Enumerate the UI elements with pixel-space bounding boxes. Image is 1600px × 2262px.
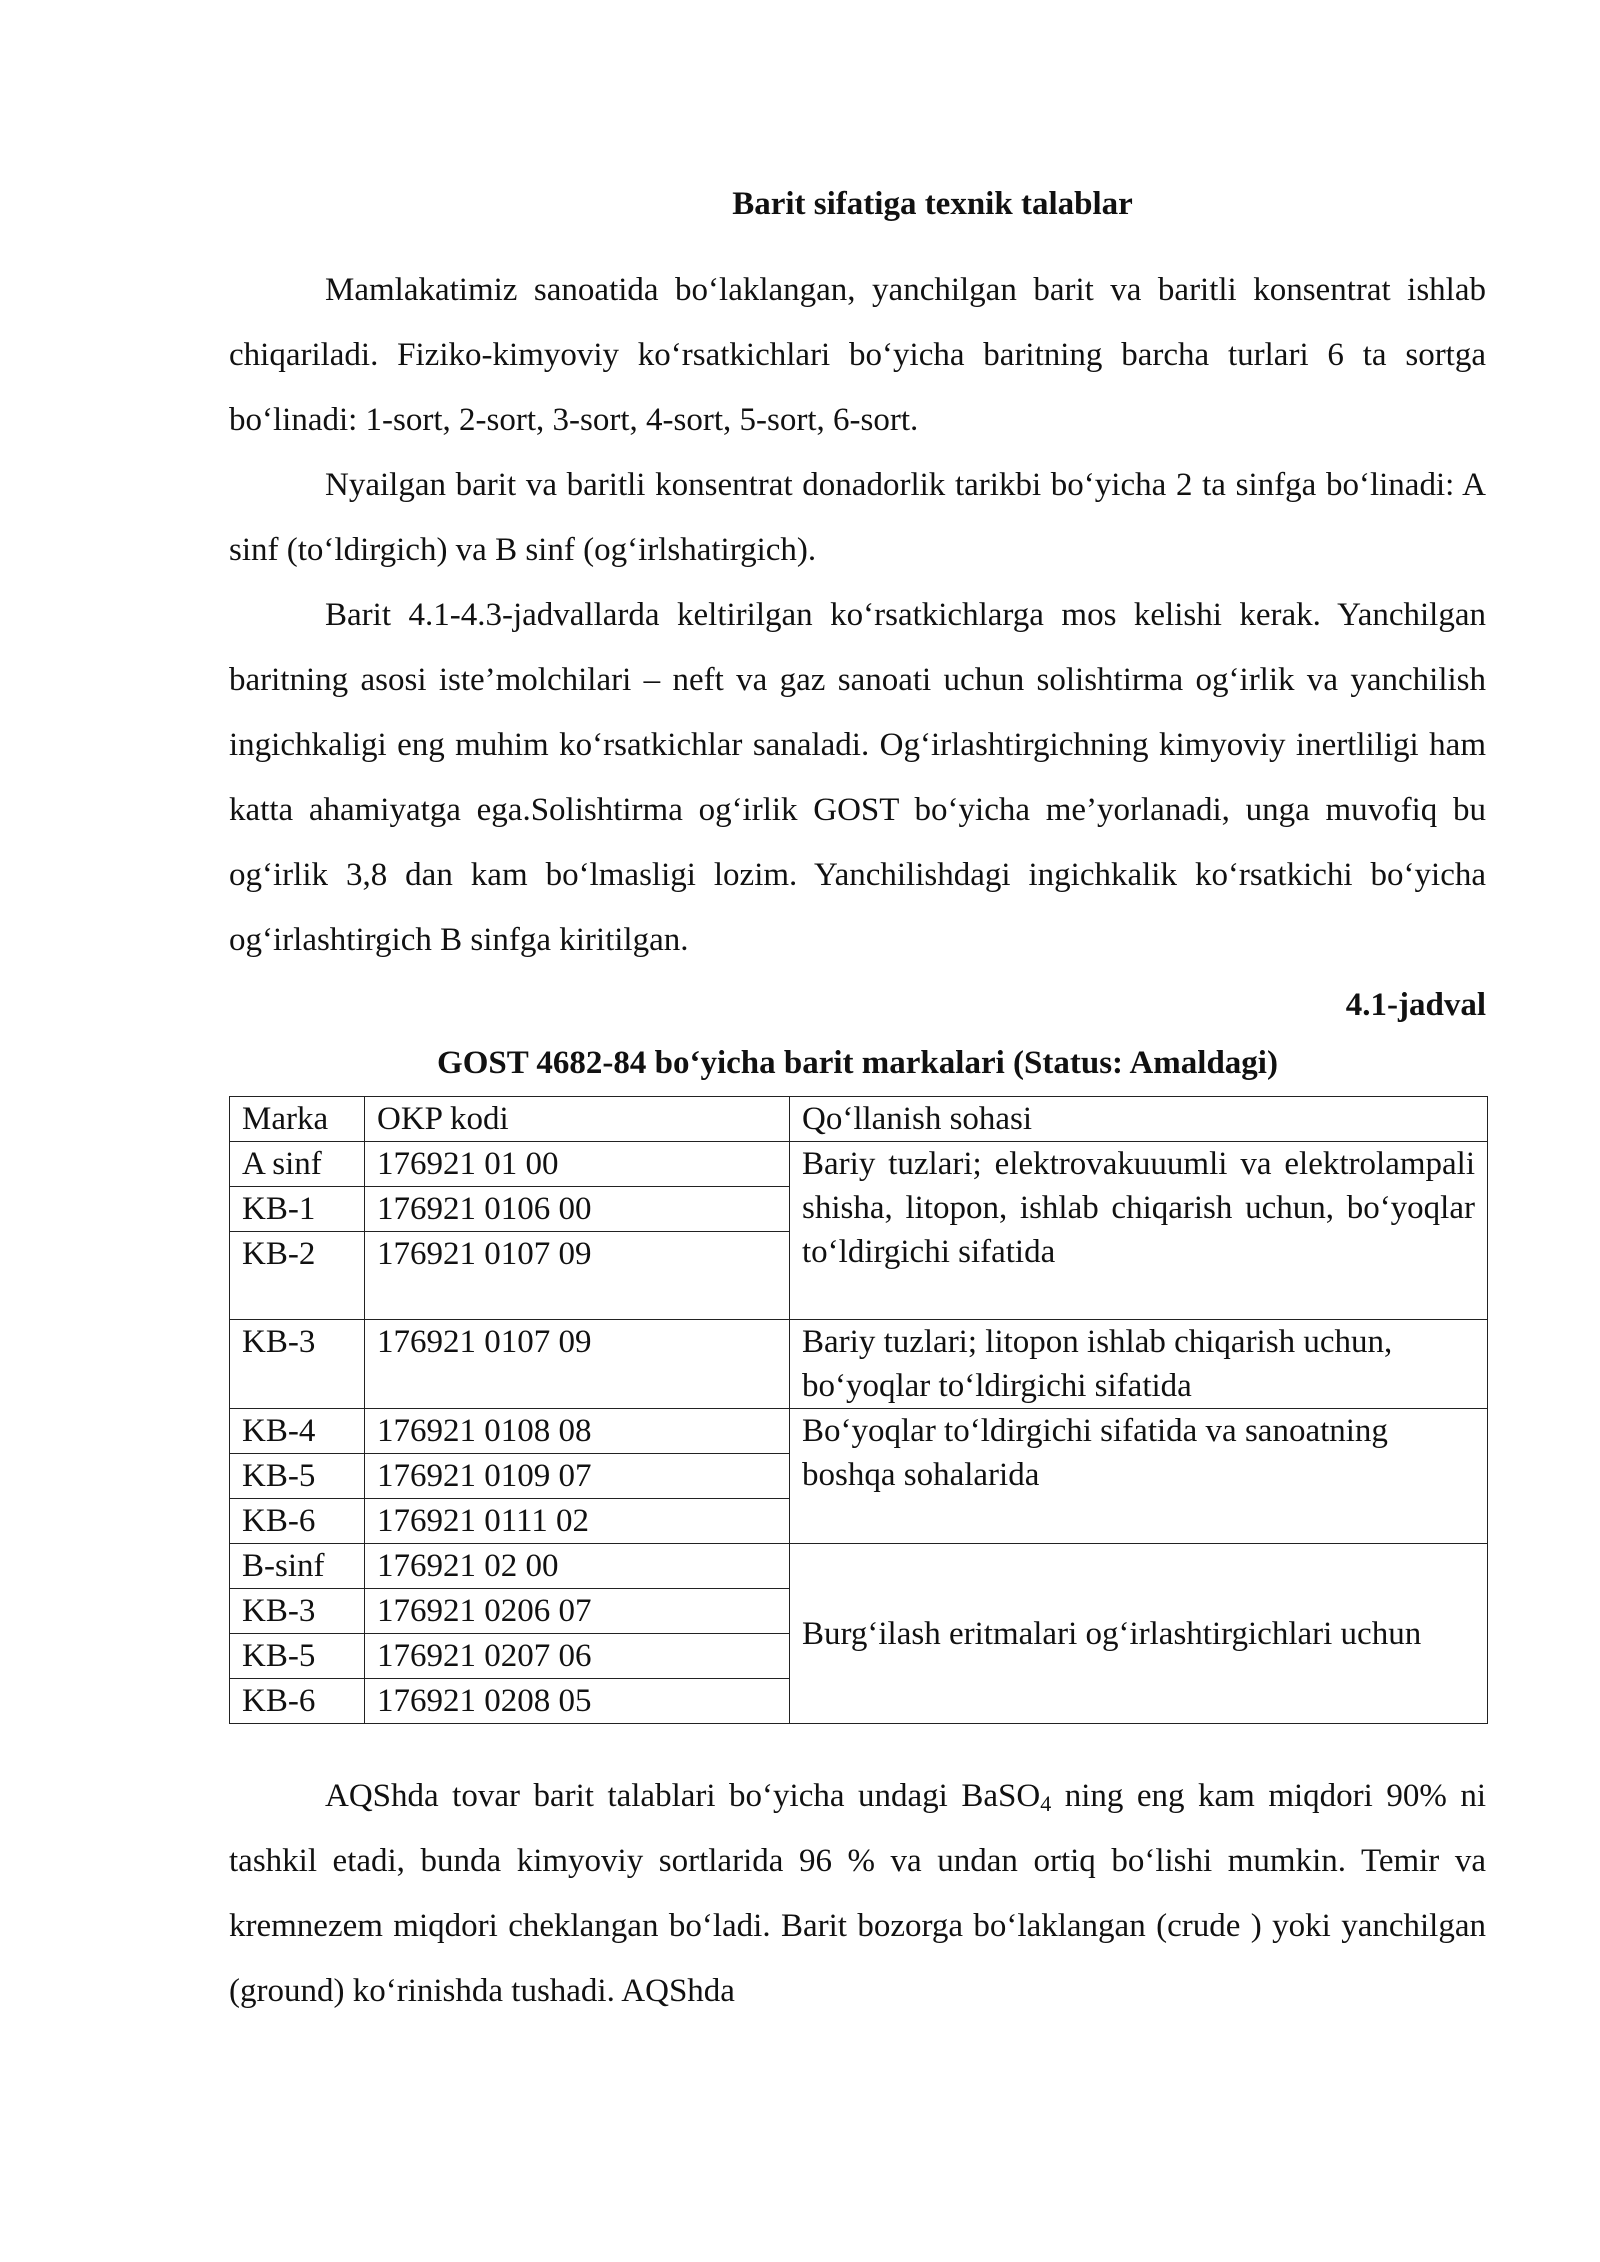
- cell-okp: 176921 0111 02: [365, 1499, 790, 1544]
- cell-marka: A sinf: [230, 1142, 365, 1187]
- table-row: [230, 1320, 1488, 1409]
- cell-okp: 176921 0207 06: [365, 1634, 790, 1679]
- header-okp: OKP kodi: [365, 1097, 790, 1142]
- table-caption: GOST 4682-84 bo‘yicha barit markalari (Status: Amaldagi): [437, 1045, 1278, 1081]
- cell-usage: Bariy tuzlari; litopon ishlab chiqarish uchun, bo‘yoqlar to‘ldirgichi sifatida: [790, 1320, 1488, 1409]
- cell-okp: 176921 01 00: [365, 1142, 790, 1187]
- usa-text-end: ning eng kam miqdori 90% ni tashkil etadi, bunda kimyoviy sortlarida 96 % va undan ortiq bo‘lishi mumkin. Temir va kremnezem miqdori cheklangan bo‘ladi. Barit bozorga bo‘laklangan (crude ) yoki yanchilgan (ground) ko‘rinishda tushadi. AQShda: [229, 1778, 1486, 2009]
- table-row: [230, 1544, 1488, 1589]
- paragraph-intro: Mamlakatimiz sanoatida bo‘laklangan, yanchilgan barit va baritli konsentrat ishlab chiqariladi. Fiziko-kimyoviy ko‘rsatkichlari bo‘yicha baritning barcha turlari 6 ta sortga bo‘linadi: 1-sort, 2-sort, 3-sort, 4-sort, 5-sort, 6-sort.: [229, 272, 1486, 438]
- cell-marka: KB-5: [230, 1634, 365, 1679]
- cell-okp: 176921 0107 09: [365, 1320, 790, 1409]
- table-number: 4.1-jadval: [1345, 987, 1486, 1023]
- cell-usage: Burg‘ilash eritmalari og‘irlashtirgichlari uchun: [790, 1544, 1488, 1724]
- cell-okp: 176921 0109 07: [365, 1454, 790, 1499]
- cell-marka: KB-4: [230, 1409, 365, 1454]
- usa-text-start: AQShda tovar barit talablari bo‘yicha undagi BaSO: [325, 1778, 1041, 1814]
- cell-usage: Bariy tuzlari; elektrovakuuumli va elektrolampali shisha, litopon, ishlab chiqarish uchun, bo‘yoqlar to‘ldirgichi sifatida: [790, 1142, 1488, 1320]
- cell-okp: 176921 02 00: [365, 1544, 790, 1589]
- cell-marka: KB-3: [230, 1320, 365, 1409]
- header-usage: Qo‘llanish sohasi: [790, 1097, 1488, 1142]
- barit-grades-table: [229, 1096, 1488, 1724]
- cell-marka: B-sinf: [230, 1544, 365, 1589]
- cell-okp: 176921 0108 08: [365, 1409, 790, 1454]
- cell-okp: 176921 0106 00: [365, 1187, 790, 1232]
- cell-okp: 176921 0206 07: [365, 1589, 790, 1634]
- cell-marka: KB-2: [230, 1232, 365, 1320]
- table-header-row: [230, 1097, 1488, 1142]
- chemical-subscript: 4: [1040, 1791, 1052, 1816]
- cell-marka: KB-1: [230, 1187, 365, 1232]
- header-marka: Marka: [230, 1097, 365, 1142]
- paragraph-usa: [229, 1764, 1486, 2024]
- cell-marka: KB-3: [230, 1589, 365, 1634]
- cell-marka: KB-5: [230, 1454, 365, 1499]
- table-row: [230, 1409, 1488, 1454]
- cell-marka: KB-6: [230, 1499, 365, 1544]
- cell-marka: KB-6: [230, 1679, 365, 1724]
- table-row: [230, 1142, 1488, 1187]
- paragraph-requirements: Barit 4.1-4.3-jadvallarda keltirilgan ko‘rsatkichlarga mos kelishi kerak. Yanchilgan baritning asosi iste’molchilari – neft va gaz sanoati uchun solishtirma og‘irlik va yanchilish ingichkaligi eng muhim ko‘rsatkichlar sanaladi. Og‘irlashtirgichning kimyoviy inertliligi ham katta ahamiyatga ega.Solishtirma og‘irlik GOST bo‘yicha me’yorlanadi, unga muvofiq bu og‘irlik 3,8 dan kam bo‘lmasligi lozim. Yanchilishdagi ingichkalik ko‘rsatkichi bo‘yicha og‘irlashtirgich B sinfga kiritilgan.: [229, 597, 1486, 958]
- page-content: [229, 180, 1486, 2024]
- page-title: Barit sifatiga texnik talablar: [732, 186, 1133, 222]
- cell-okp: 176921 0107 09: [365, 1232, 790, 1320]
- cell-okp: 176921 0208 05: [365, 1679, 790, 1724]
- cell-usage: Bo‘yoqlar to‘ldirgichi sifatida va sanoatning boshqa sohalarida: [790, 1409, 1488, 1544]
- paragraph-classes: Nyailgan barit va baritli konsentrat donadorlik tarikbi bo‘yicha 2 ta sinfga bo‘linadi: A sinf (to‘ldirgich) va B sinf (og‘irlshatirgich).: [229, 467, 1486, 568]
